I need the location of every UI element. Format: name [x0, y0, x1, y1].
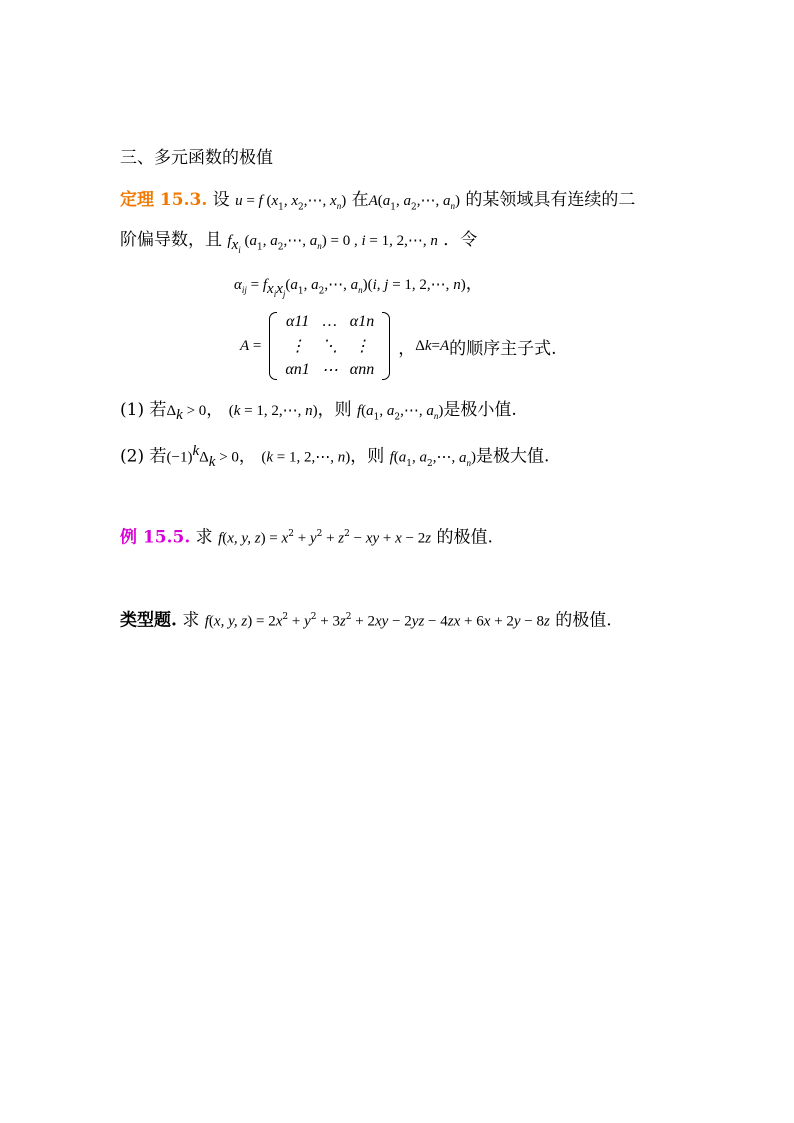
formula: u: [235, 193, 243, 209]
section-heading: 三、多元函数的极值: [120, 148, 273, 168]
matrix-definition: A = α11 … α1n ⋮ ⋱ ⋮ αn1 ⋯ αnn ， Δ k = A 的顺序主子式.: [240, 308, 557, 384]
theorem-label: 定理 15.3.: [120, 190, 208, 210]
theorem-line-1: 定理 15.3. 设 u = f ($x_1$, $x_2,\cdots$, $x_n$) 在$A(a_1$, $a_2,\cdots$, $a_n$) 的某领域具有连续的二: [120, 190, 636, 213]
case-2: (2) 若$(-1)^k\Delta_k > 0$， (k = 1, 2,⋯, n)，则 $f(a_1$, $a_2,\cdots$, $a_n$)是极大值.: [120, 443, 550, 471]
hessian-matrix: α11 … α1n ⋮ ⋱ ⋮ αn1 ⋯ αnn: [269, 310, 390, 382]
case-1: (1) 若$\Delta_k > 0$， (k = 1, 2,⋯, n)，则 $f(a_1$, $a_2,\cdots$, $a_n$)是极小值.: [120, 400, 517, 424]
example-label: 例 15.5.: [120, 527, 191, 548]
exercise: 类型题. 求 f(x, y, $z) = 2x^2 + y^2 + 3z^2 + 2xy - 2yz - 4zx + 6x + 2y - 8z$ 的极值.: [120, 610, 612, 631]
theorem-line-2: 阶偏导数，且 $f_{x_i}$ ($a_1$, $a_2,\cdots$, $a_n) = 0$ , i = 1, 2,⋯, n ．令: [120, 230, 478, 256]
example: 例 15.5. 求 f(x, y, $z) = x^2 + y^2 + z^2$ − xy + x − 2z 的极值.: [120, 527, 493, 548]
exercise-label: 类型题.: [120, 610, 177, 631]
alpha-definition: $\alpha_{ij} = f_{x_ix_j}(a_1$, $a_2,\cdots$, $a_n)(i$, j = 1, 2,⋯, n)，: [234, 274, 483, 300]
